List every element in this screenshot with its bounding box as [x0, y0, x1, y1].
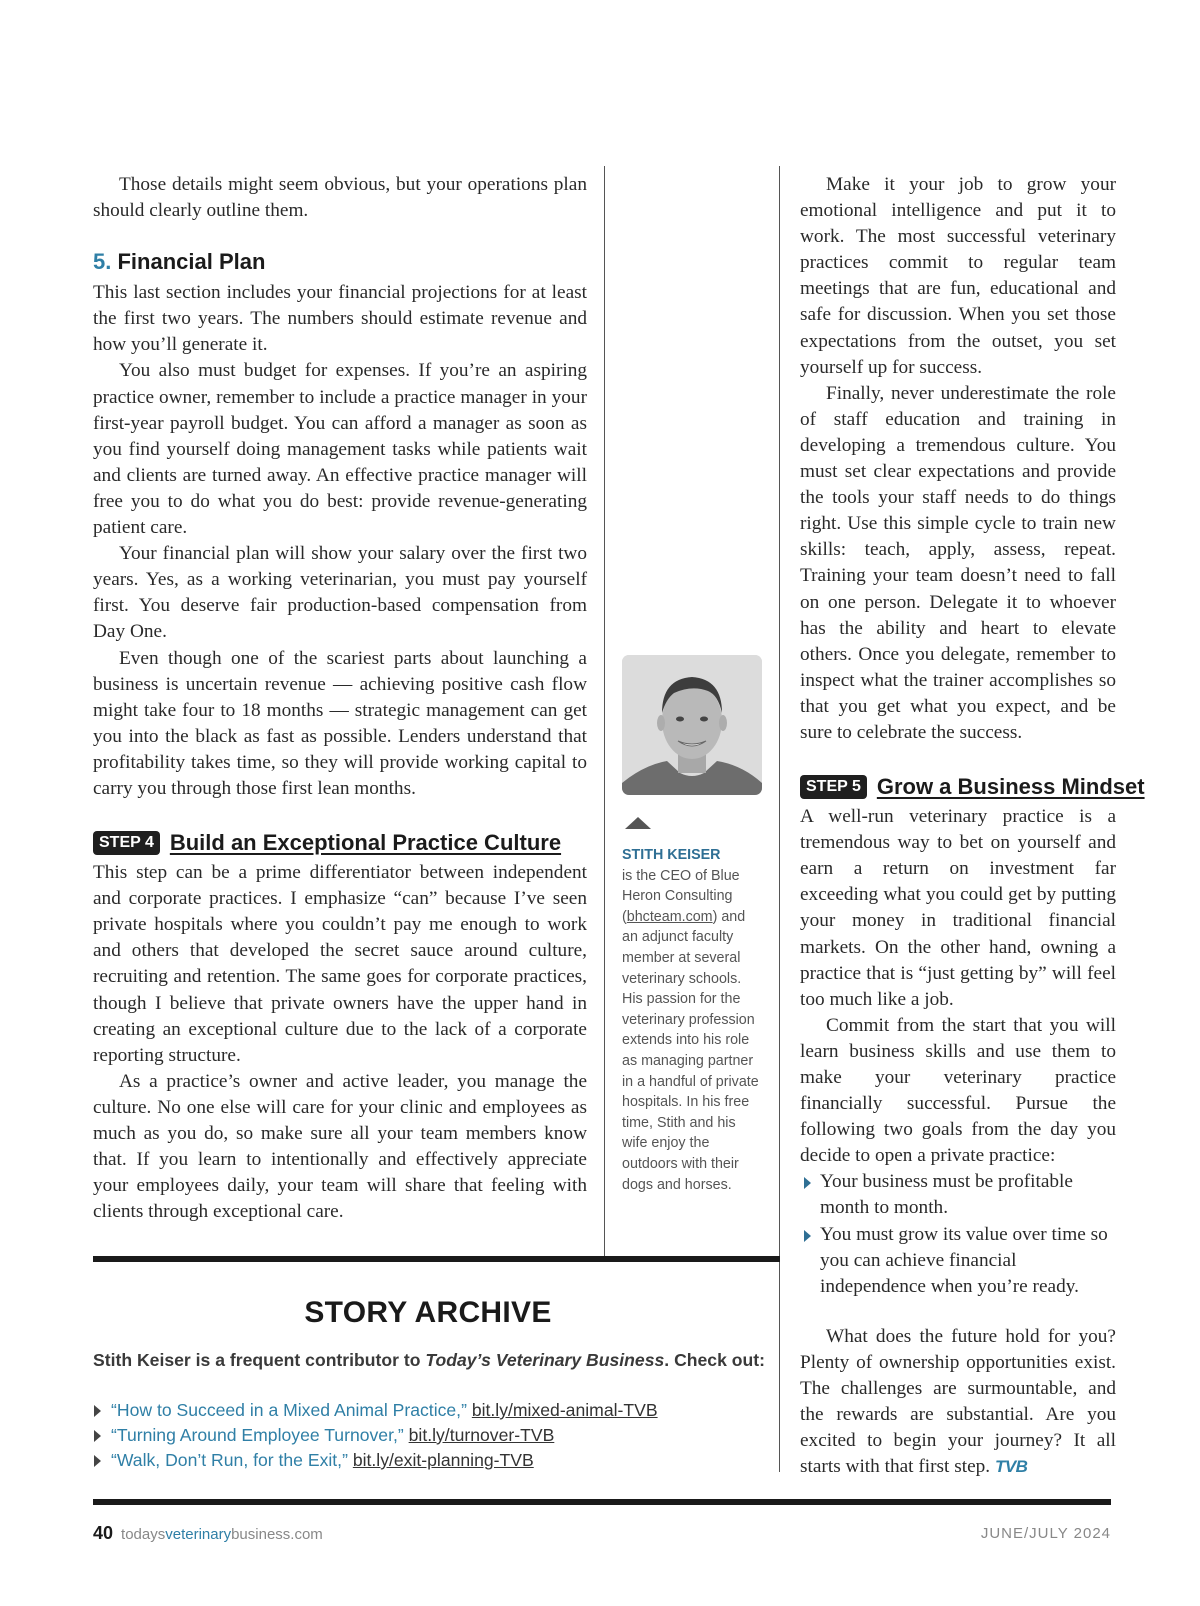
step4-heading — [93, 828, 587, 858]
story-archive-title: STORY ARCHIVE — [304, 1296, 552, 1329]
step4-badge: STEP 4 — [93, 831, 160, 855]
bullet-triangle-icon — [804, 1177, 811, 1189]
footer-divider — [93, 1499, 1111, 1505]
bullet-triangle-icon — [94, 1430, 101, 1442]
step5-title: Grow a Business Mindset — [876, 774, 1145, 800]
issue-date: JUNE/JULY 2024 — [980, 1525, 1111, 1542]
financial-plan-title: Financial Plan — [117, 249, 266, 275]
archive-intro-suffix: . Check out: — [664, 1350, 765, 1370]
list-item — [800, 1169, 1116, 1221]
right-paragraph: Finally, never underestimate the role of staff education and training in developing a tremendous culture. You must set clear expectations and provide the tools your staff needs to do things right. Use this simple cycle to train new skills: teach, apply, assess, repeat. Training your team doesn’t need to fall on one person. Delegate it to whoever has the ability and heart to elevate others. Once you delegate, remember to inspect what the trainer accomplishes so that you get what you expect, and be sure to celebrate the success. — [800, 382, 1116, 743]
right-paragraph: Make it your job to grow your emotional intelligence and put it to work. The most successful veterinary practices commit to regular team meetings that are fun, educational and safe for discussion. When you set those expectations from the outset, you set yourself up for success. — [800, 174, 1116, 378]
step5-paragraph: A well-run veterinary practice is a tremendous way to bet on yourself and earn a return on investment far exceeding what you could get by putting your money in traditional financial markets. On the other hand, owning a practice that is “just getting by” will feel too much like a job. — [800, 806, 1116, 1010]
financial-plan-paragraph: Your financial plan will show your salary over the first two years. Yes, as a working veterinarian, you must pay yourself first. You deserve fair production-based compensation from Day One. — [93, 543, 587, 643]
right-column — [800, 172, 1145, 1480]
caret-up-icon — [625, 817, 651, 829]
author-portrait-icon — [622, 655, 762, 795]
author-name: STITH KEISER — [622, 847, 721, 863]
site-url-suffix: business.com — [231, 1526, 323, 1543]
closing-paragraph — [800, 1324, 1116, 1481]
site-url-prefix: todays — [121, 1526, 166, 1543]
author-photo — [622, 655, 762, 795]
financial-plan-paragraph: Even though one of the scariest parts about launching a business is uncertain revenue — achieving positive cash flow might take four to 18 months — strategic management can get you into the black as fast as possible. Lenders understand that profitability takes time, so they will provide working capital to carry you through those first lean months. — [93, 647, 587, 799]
list-item — [93, 1448, 780, 1473]
column-divider — [779, 166, 780, 1472]
bullet-triangle-icon — [94, 1405, 101, 1417]
step5-paragraph: Commit from the start that you will learn business skills and use them to make your veterinary practice financially successful. Pursue the following two goals from the day you decide to open a private practice: — [800, 1014, 1116, 1167]
step5-heading — [800, 772, 1145, 802]
financial-plan-paragraph: You also must budget for expenses. If you’re an aspiring practice owner, remember to include a practice manager in your first-year payroll budget. You can afford a manager as soon as you find yourself doing management tasks while patients wait and clients are turned away. An effective practice manager will free you to do what you do best: provide revenue-generating patient care. — [93, 360, 587, 539]
goal-text: Your business must be profitable month to month. — [820, 1171, 1073, 1219]
author-bio-text: ) and an adjunct faculty member at several veterinary schools. His passion for the veterinary profession extends into his role as managing partner in a handful of private hospitals. In his free time, Stith and his wife enjoy the outdoors with their dogs and horses. — [622, 908, 759, 1193]
archive-story-title: “How to Succeed in a Mixed Animal Practice,” — [111, 1400, 467, 1420]
closing-text: What does the future hold for you? Plenty of ownership opportunities exist. The challenges are surmountable, and the rewards are substantial. Are you excited to begin your journey? It all starts with that first step. — [800, 1325, 1116, 1478]
tvb-end-mark: TVB — [994, 1457, 1028, 1477]
archive-story-link[interactable]: bit.ly/turnover-TVB — [408, 1425, 555, 1445]
list-item — [93, 1423, 780, 1448]
left-column — [93, 172, 587, 1225]
author-bio — [622, 845, 764, 1195]
page-number: 40 — [93, 1523, 114, 1543]
step4-title: Build an Exceptional Practice Culture — [169, 830, 562, 856]
intro-paragraph: Those details might seem obvious, but your operations plan should clearly outline them. — [93, 174, 587, 222]
footer-left — [93, 1523, 323, 1544]
author-sidebar — [622, 655, 764, 1195]
financial-plan-heading — [93, 248, 587, 276]
archive-intro-prefix: Stith Keiser is a frequent contributor to — [93, 1350, 426, 1370]
goals-list — [800, 1169, 1116, 1299]
column-divider — [604, 166, 605, 1262]
story-archive-intro — [93, 1350, 780, 1371]
archive-story-title: “Walk, Don’t Run, for the Exit,” — [111, 1450, 348, 1470]
financial-plan-number: 5. — [93, 249, 112, 275]
bullet-triangle-icon — [94, 1455, 101, 1467]
archive-story-title: “Turning Around Employee Turnover,” — [111, 1425, 404, 1445]
publication-name: Today’s Veterinary Business — [425, 1350, 665, 1370]
goal-text: You must grow its value over time so you can achieve financial independence when you’re ready. — [820, 1223, 1108, 1297]
list-item — [93, 1398, 780, 1423]
archive-story-link[interactable]: bit.ly/mixed-animal-TVB — [471, 1400, 658, 1420]
site-url[interactable] — [121, 1526, 323, 1543]
step4-paragraph: This step can be a prime differentiator between independent and corporate practices. I emphasize “can” because I’ve seen private hospitals where you couldn’t pay me enough to work and others that developed the secret sauce around culture, recruiting and retention. The same goes for corporate practices, though I believe that private owners have the upper hand in creating an exceptional culture due to the lack of a corporate reporting structure. — [93, 862, 587, 1066]
financial-plan-paragraph: This last section includes your financial projections for at least the first two years. The numbers should estimate revenue and how you’ll generate it. — [93, 282, 587, 356]
list-item — [800, 1222, 1116, 1300]
step4-paragraph: As a practice’s owner and active leader, you manage the culture. No one else will care for your clinic and employees as much as you do, so make sure all your team members know that. If you learn to intentionally and effectively appreciate your employees daily, your team will share that feeling with clients through exceptional care. — [93, 1070, 587, 1223]
site-url-highlight: veterinary — [165, 1526, 232, 1543]
author-bio-text: is the CEO of Blue Heron Consulting ( — [622, 867, 740, 925]
author-website-link[interactable]: bhcteam.com — [626, 908, 713, 925]
bullet-triangle-icon — [804, 1230, 811, 1242]
story-archive-list — [93, 1398, 780, 1473]
archive-story-link[interactable]: bit.ly/exit-planning-TVB — [352, 1450, 534, 1470]
step5-badge: STEP 5 — [800, 775, 867, 799]
archive-divider — [93, 1256, 780, 1262]
